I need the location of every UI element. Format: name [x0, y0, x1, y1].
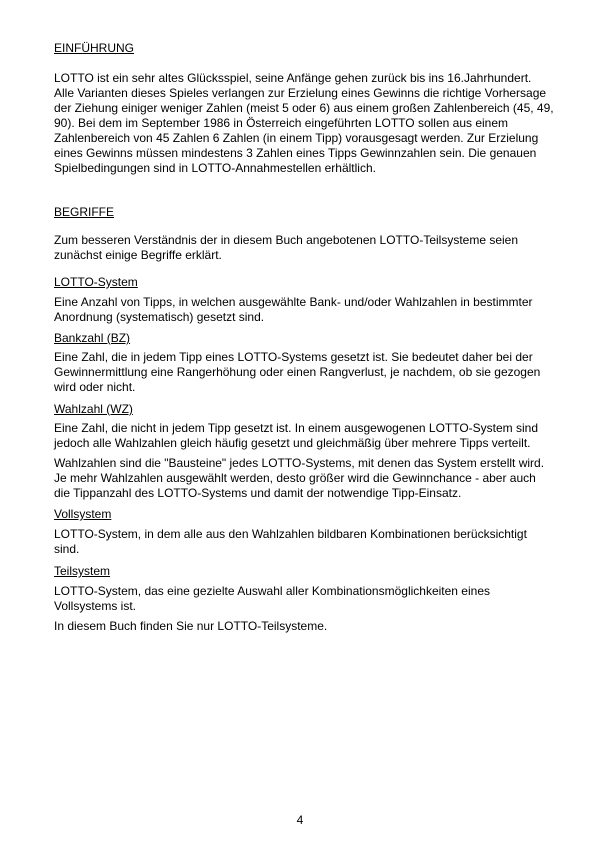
term-wahlzahl-note: Wahlzahlen sind die "Bausteine" jedes LOTTO-Systems, mit denen das System erstellt wird. Je mehr Wahlzahlen ausgewählt werden, desto größer wird die Gewinnchance - aber auch die Tippanzahl des LOTTO-Systems und damit der notwendige Tipp-Einsatz. — [54, 456, 545, 500]
term-vollsystem-title: Vollsystem — [54, 507, 112, 521]
term-bankzahl-definition: Eine Zahl, die in jedem Tipp eines LOTTO-Systems gesetzt ist. Sie bedeutet daher bei der Gewinnermittlung eine Rangerhöhung oder einen Rangverlust, je nachdem, ob sie gezogen wird oder nicht. — [54, 350, 541, 394]
terms-heading: BEGRIFFE — [54, 205, 115, 219]
term-bankzahl-title: Bankzahl (BZ) — [54, 331, 131, 345]
page-number: 4 — [296, 813, 304, 827]
term-lotto-system-title: LOTTO-System — [54, 275, 138, 289]
term-teilsystem-title: Teilsystem — [54, 564, 111, 578]
term-wahlzahl-definition: Eine Zahl, die nicht in jedem Tipp gesetzt ist. In einem ausgewogenen LOTTO-System sind jedoch alle Wahlzahlen gleich häufig gesetzt und gleichmäßig über mehrere Tipps verteilt. — [54, 421, 539, 450]
term-teilsystem-note: In diesem Buch finden Sie nur LOTTO-Teilsysteme. — [54, 619, 328, 633]
intro-paragraph: LOTTO ist ein sehr altes Glücksspiel, seine Anfänge gehen zurück bis ins 16.Jahrhundert. Alle Varianten dieses Spieles verlangen zur Erzielung eines Gewinns die richtige Vorhersage der Ziehung einiger weniger Zahlen (meist 5 oder 6) aus einem großen Zahlenbereich (45, 49, 90). Bei dem im September 1986 in Österreich eingeführten LOTTO sollen aus einem Zahlenbereich von 45 Zahlen 6 Zahlen (in einem Tipp) vorausgesagt werden. Zur Erzielung eines Gewinns müssen mindestens 3 Zahlen eines Tipps Gewinnzahlen sein. Die genauen Spielbedingungen sind in LOTTO-Annahmestellen erhältlich. — [54, 71, 554, 175]
term-wahlzahl-title: Wahlzahl (WZ) — [54, 402, 133, 416]
term-lotto-system-definition: Eine Anzahl von Tipps, in welchen ausgewählte Bank- und/oder Wahlzahlen in bestimmter Anordnung (systematisch) gesetzt sind. — [54, 295, 533, 324]
term-vollsystem-definition: LOTTO-System, in dem alle aus den Wahlzahlen bildbaren Kombinationen berücksichtigt sind. — [54, 527, 527, 556]
terms-intro-paragraph: Zum besseren Verständnis der in diesem Buch angebotenen LOTTO-Teilsysteme seien zunächst einige Begriffe erklärt. — [54, 233, 519, 262]
document-body — [54, 41, 554, 634]
intro-heading: EINFÜHRUNG — [54, 41, 134, 55]
term-teilsystem-definition: LOTTO-System, das eine gezielte Auswahl aller Kombinationsmöglichkeiten eines Vollsystems ist. — [54, 584, 490, 613]
